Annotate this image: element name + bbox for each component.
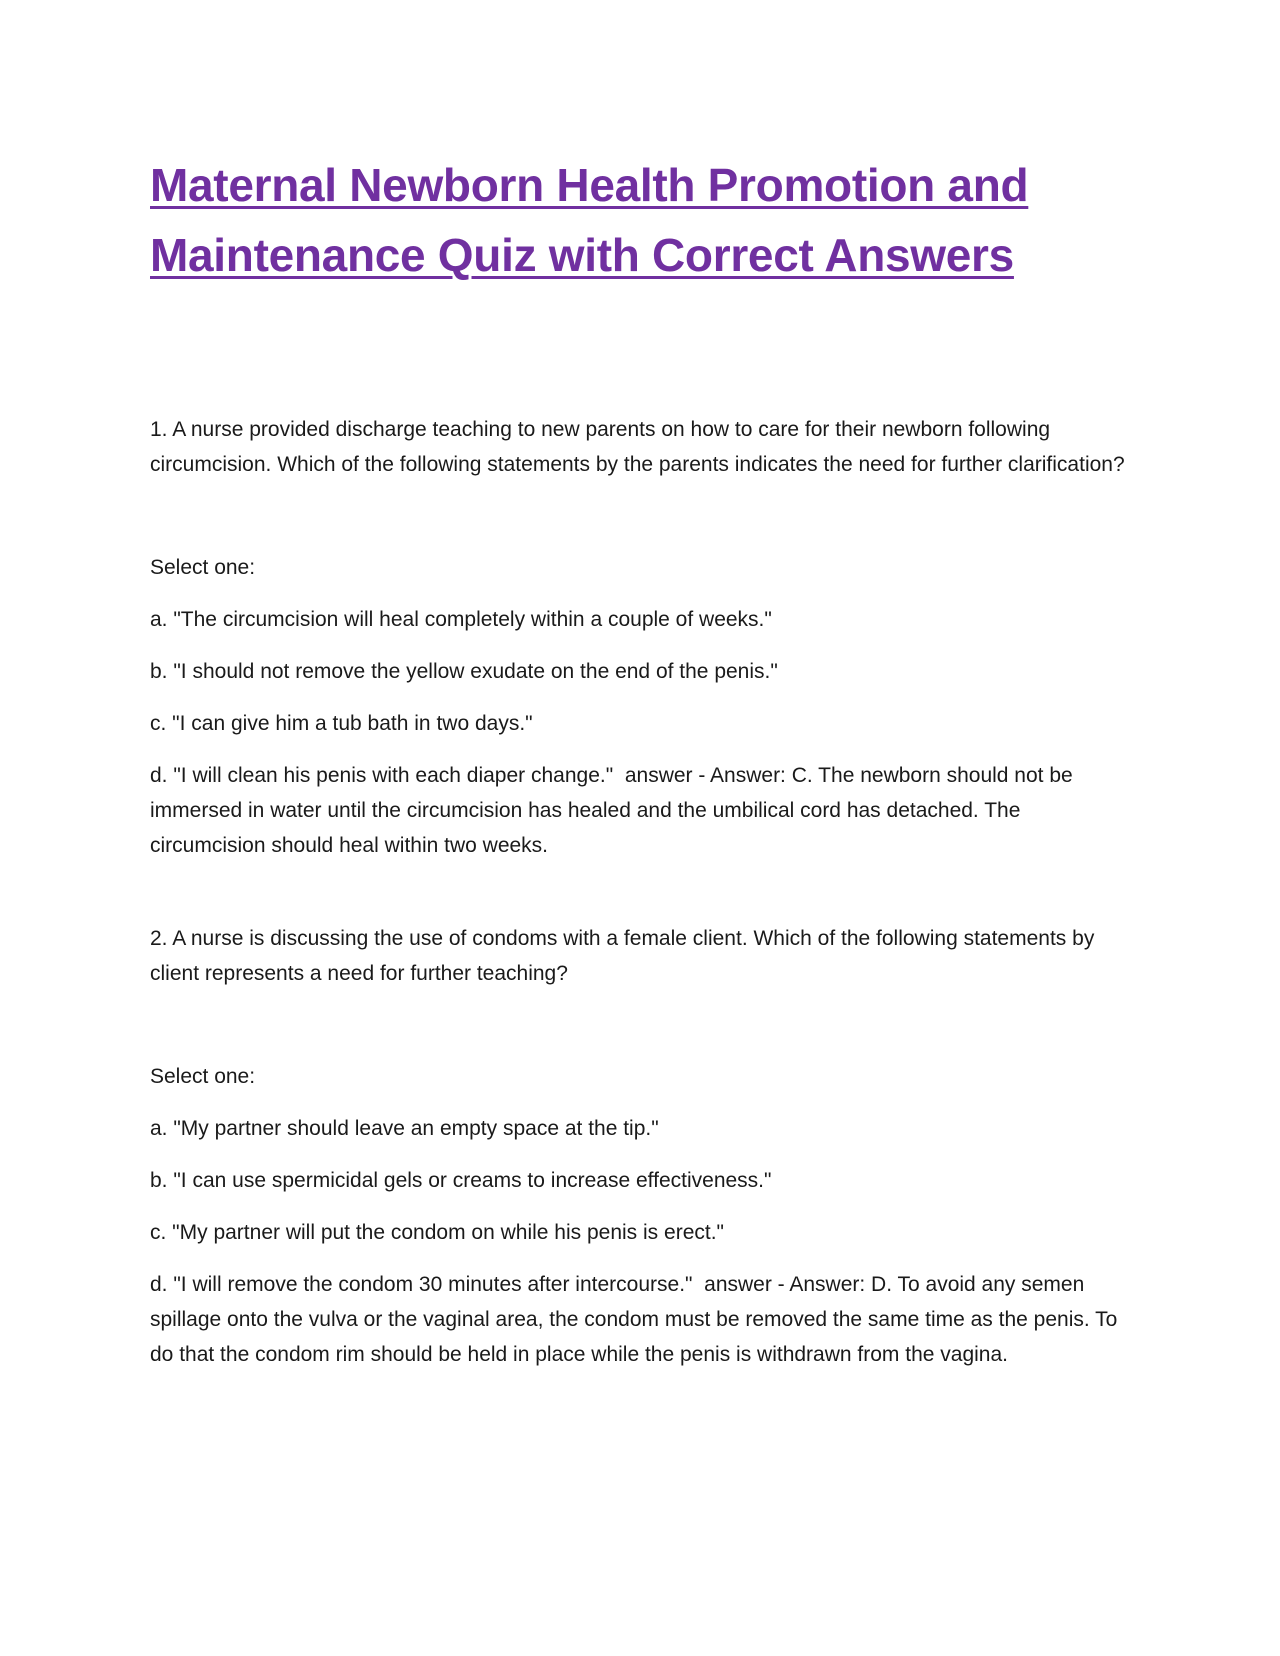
question-1-stem: 1. A nurse provided discharge teaching to new parents on how to care for their newborn following circumcision. Which of the following statements by the parents indicates the need for further clarification? [150, 418, 1125, 476]
question-1-option-c: c. "I can give him a tub bath in two days." [150, 712, 533, 735]
question-2 [150, 921, 1130, 1372]
question-1-option-a: a. "The circumcision will heal completely within a couple of weeks." [150, 608, 772, 631]
question-1-option-b: b. "I should not remove the yellow exudate on the end of the penis." [150, 660, 778, 683]
question-1-select-label: Select one: [150, 556, 256, 579]
question-2-option-a: a. "My partner should leave an empty space at the tip." [150, 1117, 659, 1140]
question-2-option-b: b. "I can use spermicidal gels or creams to increase effectiveness." [150, 1169, 772, 1192]
question-2-stem: 2. A nurse is discussing the use of condoms with a female client. Which of the following statements by client represents a need for further teaching? [150, 927, 1095, 985]
document-page [150, 150, 1130, 1372]
title-line-2: Maintenance Quiz with Correct Answers [150, 229, 1014, 281]
question-2-option-c: c. "My partner will put the condom on while his penis is erect." [150, 1221, 724, 1244]
document-title [150, 150, 1130, 290]
question-1 [150, 412, 1130, 863]
question-2-select-label: Select one: [150, 1065, 256, 1088]
question-1-option-d-with-answer: d. "I will clean his penis with each diaper change." answer - Answer: C. The newborn should not be immersed in water until the circumcision has healed and the umbilical cord has detached. The circumcision should heal within two weeks. [150, 764, 1079, 857]
title-line-1: Maternal Newborn Health Promotion and [150, 159, 1029, 211]
question-2-option-d-with-answer: d. "I will remove the condom 30 minutes after intercourse." answer - Answer: D. To avoid any semen spillage onto the vulva or the vaginal area, the condom must be removed the same time as the penis. To do that the condom rim should be held in place while the penis is withdrawn from the vagina. [150, 1273, 1124, 1366]
